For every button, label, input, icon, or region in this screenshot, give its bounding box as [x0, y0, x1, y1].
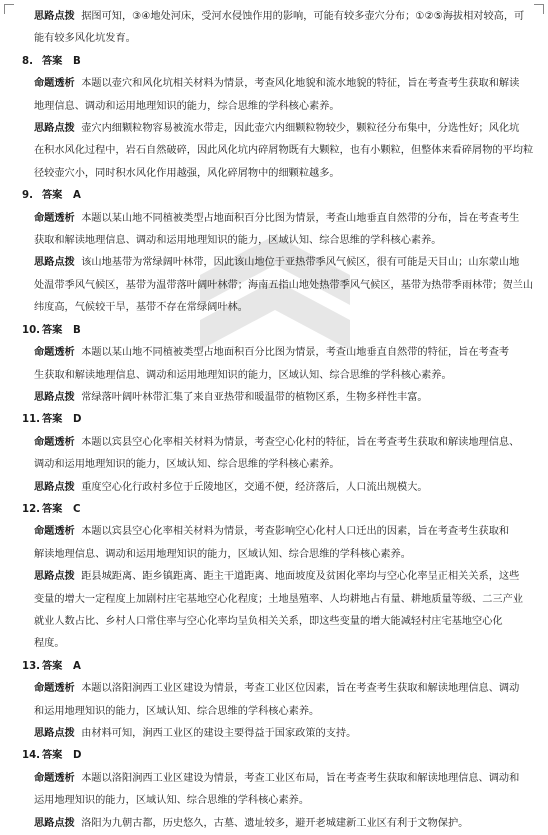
- paragraph-text: 调动和运用地理知识的能力，区域认知、综合思维的学科核心素养。: [34, 459, 340, 471]
- paragraph-text: 运用地理知识的能力，区域认知、综合思维的学科核心素养。: [34, 795, 310, 807]
- section-label: 命题透析: [34, 683, 75, 695]
- section-label: 命题透析: [34, 78, 75, 90]
- paragraph-continuation: [22, 589, 534, 611]
- paragraph-first-line: [22, 432, 534, 454]
- paragraph-first-line: [22, 768, 534, 790]
- paragraph-text: 在积水风化过程中，岩石自然破碎，因此风化坑内碎屑物既有大颗粒，也有小颗粒，但整体来看碎屑物的平均粒: [34, 145, 534, 157]
- paragraph-text: 和运用地理知识的能力，区域认知、综合思维的学科核心素养。: [34, 705, 320, 717]
- answer-line: [22, 499, 534, 521]
- answer-line: [22, 51, 534, 73]
- paragraph-continuation: [22, 163, 534, 185]
- answer-line: [22, 745, 534, 767]
- paragraph-text: 就业人数占比、乡村人口常住率与空心化率均呈负相关关系，即这些变量的增大能减轻村庄宅基地空心化: [34, 615, 503, 627]
- question-number: 14.: [22, 750, 41, 762]
- answer-value: C: [73, 503, 81, 515]
- answer-value: A: [73, 190, 81, 202]
- paragraph-text: 纬度高，气候较干旱，基带不存在常绿阔叶林。: [34, 302, 248, 314]
- paragraph-text: 处温带季风气候区，基带为温带落叶阔叶林带；海南五指山地处热带季风气候区，基带为热带季雨林带；贺兰山: [34, 279, 534, 291]
- paragraph-continuation: [22, 96, 534, 118]
- paragraph-text: 生获取和解读地理信息、调动和运用地理知识的能力，区域认知、综合思维的学科核心素养。: [34, 369, 452, 381]
- paragraph-continuation: [22, 365, 534, 387]
- paragraph-text: 常绿落叶阔叶林带汇集了来自亚热带和暖温带的植物区系，生物多样性丰富。: [81, 391, 428, 403]
- paragraph-first-line: [22, 678, 534, 700]
- paragraph-first-line: [22, 208, 534, 230]
- paragraph-text: 壶穴内细颗粒物容易被流水带走，因此壶穴内细颗粒物较少，颗粒径分布集中，分选性好；风化坑: [81, 123, 520, 135]
- question-number: 10.: [22, 324, 41, 336]
- answer-value: B: [73, 324, 81, 336]
- paragraph-continuation: [22, 275, 534, 297]
- paragraph-first-line: [22, 521, 534, 543]
- paragraph-first-line: [22, 566, 534, 588]
- question-number: 9.: [22, 190, 33, 202]
- paragraph-first-line: [22, 118, 534, 140]
- answer-value: A: [73, 660, 81, 672]
- section-label: 命题透析: [34, 436, 75, 448]
- paragraph-first-line: [22, 723, 534, 745]
- answer-line: [22, 656, 534, 678]
- paragraph-continuation: [22, 28, 534, 50]
- answer-label: 答案: [42, 324, 63, 336]
- paragraph-text: 地理信息、调动和运用地理知识的能力，综合思维的学科核心素养。: [34, 100, 340, 112]
- paragraph-text: 由材料可知，涧西工业区的建设主要得益于国家政策的支持。: [81, 728, 357, 739]
- section-label: 思路点拨: [34, 817, 75, 829]
- answer-line: [22, 409, 534, 431]
- answer-value: B: [73, 55, 81, 67]
- section-label: 思路点拨: [34, 571, 75, 583]
- paragraph-text: 程度。: [34, 638, 65, 650]
- section-label: 命题透析: [34, 526, 75, 538]
- question-number: 11.: [22, 414, 41, 426]
- paragraph-text: 据图可知，③④地处河床，受河水侵蚀作用的影响，可能有较多壶穴分布；①②⑤海拔相对较高，可: [81, 11, 525, 22]
- section-label: 命题透析: [34, 772, 75, 784]
- answer-line: [22, 185, 534, 207]
- paragraph-text: 本题以宾县空心化率相关材料为情景，考查影响空心化村人口迁出的因素，旨在考查考生获取和: [81, 526, 510, 538]
- section-label: 命题透析: [34, 347, 75, 359]
- paragraph-text: 本题以宾县空心化率相关材料为情景，考查空心化村的特征，旨在考查考生获取和解读地理信息、: [81, 436, 520, 448]
- paragraph-continuation: [22, 701, 534, 723]
- question-number: 12.: [22, 503, 41, 515]
- paragraph-text: 解读地理信息、调动和运用地理知识的能力，区域认知、综合思维的学科核心素养。: [34, 548, 411, 560]
- paragraph-first-line: [22, 387, 534, 409]
- paragraph-text: 洛阳为九朝古都，历史悠久，古墓、遗址较多，避开老城建新工业区有利于文物保护。: [81, 817, 469, 829]
- answer-value: D: [73, 414, 82, 426]
- paragraph-first-line: [22, 6, 534, 28]
- paragraph-first-line: [22, 813, 534, 835]
- answer-label: 答案: [42, 660, 63, 672]
- paragraph-first-line: [22, 252, 534, 274]
- paragraph-continuation: [22, 454, 534, 476]
- paragraph-text: 重度空心化行政村多位于丘陵地区，交通不便，经济落后，人口流出规模大。: [81, 481, 428, 493]
- paragraph-continuation: [22, 790, 534, 812]
- paragraph-continuation: [22, 544, 534, 566]
- paragraph-text: 本题以某山地不同植被类型占地面积百分比图为情景，考查山地垂直自然带的特征，旨在考查考: [81, 347, 510, 359]
- paragraph-continuation: [22, 230, 534, 252]
- answer-label: 答案: [42, 750, 63, 762]
- section-label: 思路点拨: [34, 123, 75, 135]
- answer-label: 答案: [42, 414, 63, 426]
- section-label: 命题透析: [34, 212, 75, 224]
- paragraph-text: 本题以某山地不同植被类型占地面积百分比图为情景，考查山地垂直自然带的分布，旨在考查考生: [81, 212, 520, 224]
- answer-line: [22, 320, 534, 342]
- section-label: 思路点拨: [34, 11, 75, 22]
- question-number: 8.: [22, 55, 33, 67]
- paragraph-continuation: [22, 633, 534, 655]
- paragraph-continuation: [22, 611, 534, 633]
- answer-label: 答案: [42, 190, 63, 202]
- paragraph-text: 距县城距离、距乡镇距离、距主干道距离、地面坡度及贫困化率均与空心化率呈正相关关系，这些: [81, 571, 520, 583]
- paragraph-text: 获取和解读地理信息、调动和运用地理知识的能力，区域认知、综合思维的学科核心素养。: [34, 235, 442, 247]
- section-label: 思路点拨: [34, 391, 75, 403]
- crop-mark-right: [534, 4, 544, 14]
- section-label: 思路点拨: [34, 481, 75, 493]
- answer-label: 答案: [42, 503, 63, 515]
- paragraph-text: 变量的增大一定程度上加剧村庄宅基地空心化程度；土地垦殖率、人均耕地占有量、耕地质量等级、二三产业: [34, 593, 523, 605]
- paragraph-first-line: [22, 342, 534, 364]
- crop-mark-left: [4, 4, 14, 14]
- answer-content: [22, 6, 534, 835]
- paragraph-first-line: [22, 73, 534, 95]
- paragraph-text: 本题以壶穴和风化坑相关材料为情景，考查风化地貌和流水地貌的特征，旨在考查考生获取和解读: [81, 78, 520, 90]
- paragraph-text: 该山地基带为常绿阔叶林带，因此该山地位于亚热带季风气候区，很有可能是天目山；山东蒙山地: [81, 257, 520, 269]
- section-label: 思路点拨: [34, 257, 75, 269]
- answer-label: 答案: [42, 55, 63, 67]
- paragraph-text: 径较壶穴小，同时积水风化作用越强，风化碎屑物中的细颗粒越多。: [34, 167, 340, 179]
- answer-value: D: [73, 750, 82, 762]
- paragraph-first-line: [22, 477, 534, 499]
- paragraph-text: 本题以洛阳涧西工业区建设为情景，考查工业区布局，旨在考查考生获取和解读地理信息、调动和: [81, 772, 520, 784]
- paragraph-text: 能有较多风化坑发育。: [34, 33, 136, 45]
- section-label: 思路点拨: [34, 728, 75, 739]
- question-number: 13.: [22, 660, 41, 672]
- paragraph-continuation: [22, 140, 534, 162]
- paragraph-text: 本题以洛阳涧西工业区建设为情景，考查工业区位因素，旨在考查考生获取和解读地理信息、调动: [81, 683, 520, 695]
- paragraph-continuation: [22, 297, 534, 319]
